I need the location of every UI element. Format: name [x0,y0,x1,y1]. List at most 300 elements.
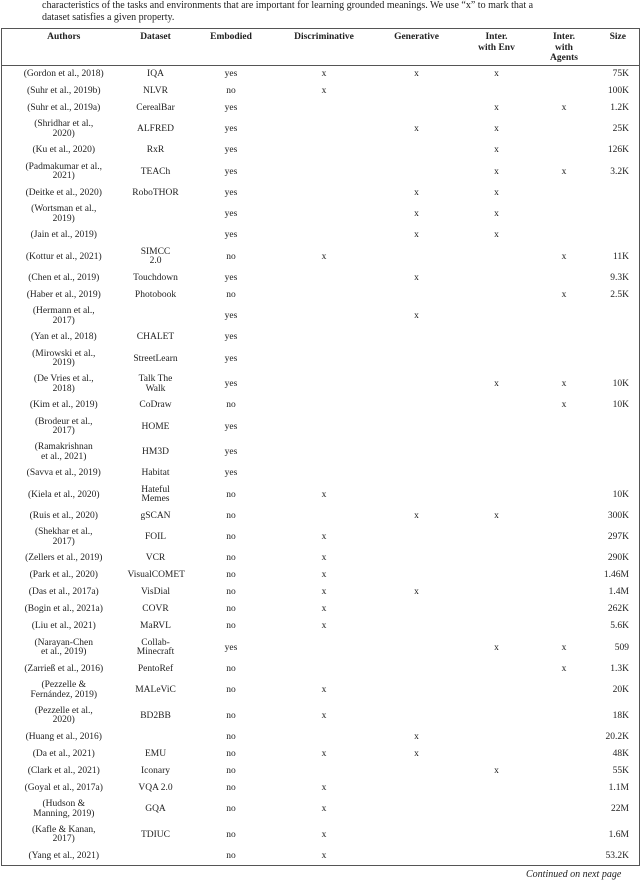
cell-discriminative: x [321,748,327,759]
cell-size: 22M [611,804,629,814]
caption-line-2: dataset satisfies a given property. [42,12,175,23]
cell-discriminative [277,729,372,746]
cell-discriminative: x [321,685,327,695]
table-row [2,287,640,304]
cell-size: 290K [607,553,629,564]
cell-inter-with-env: x [494,68,499,79]
table-body [2,66,640,866]
cell-size: 1.46M [603,570,629,581]
cell-authors: (Zellers et al., 2019) [25,553,103,564]
cell-generative [372,143,462,160]
cell-generative: x [414,272,419,283]
cell-authors: (Clark et al., 2021) [27,765,100,776]
cell-size: 126K [607,145,629,156]
cell-dataset: Habitat [141,468,170,479]
cell-embodied: yes [224,272,238,283]
cell-dataset: HM3D [142,447,169,457]
cell-embodied: yes [224,353,238,364]
cell-embodied: yes [224,68,238,79]
cell-inter-with-env [462,797,532,823]
cell-inter-with-agents [532,202,597,228]
cell-discriminative: x [321,804,327,814]
cell-authors: (Ku et al., 2020) [32,145,96,156]
header-inter-with-agents: Inter. with Agents [532,29,597,66]
cell-inter-with-agents [532,347,597,373]
cell-inter-with-agents [532,763,597,780]
cell-discriminative [277,763,372,780]
cell-inter-with-agents [532,508,597,525]
cell-inter-with-env: x [494,102,499,113]
cell-inter-with-env [462,661,532,678]
cell-inter-with-env [462,551,532,568]
cell-embodied: yes [224,230,238,241]
table-row [2,585,640,602]
cell-size [597,330,640,347]
table-row [2,797,640,823]
cell-size: 5.6K [610,621,629,632]
cell-discriminative [277,661,372,678]
cell-generative [372,823,462,849]
cell-inter-with-env [462,398,532,415]
cell-inter-with-env [462,780,532,797]
cell-size: 9.3K [610,272,629,283]
cell-embodied: yes [224,642,238,653]
cell-discriminative [277,100,372,117]
cell-discriminative [277,372,372,398]
cell-dataset: VisualCOMET [127,570,185,581]
cell-size: 300K [607,510,629,521]
cell-size [597,185,640,202]
cell-authors: (Mirowski et al., 2019) [32,348,96,369]
cell-dataset: IQA [147,68,164,79]
cell-inter-with-agents [532,823,597,849]
cell-discriminative: x [321,553,327,564]
cell-inter-with-env [462,347,532,373]
cell-discriminative: x [321,68,327,79]
table-row [2,848,640,866]
cell-dataset: Collab- Minecraft [136,637,175,658]
cell-authors: (Da et al., 2021) [32,748,95,759]
cell-embodied: no [226,400,236,411]
cell-inter-with-agents [532,440,597,466]
cell-size: 48K [612,748,629,759]
cell-generative: x [414,124,419,134]
cell-inter-with-agents: x [561,379,567,389]
table-row [2,661,640,678]
cell-generative [372,466,462,483]
cell-embodied: yes [224,124,238,134]
cell-authors: (Park et al., 2020) [29,570,98,581]
cell-dataset [126,729,186,746]
cell-generative [372,780,462,797]
cell-embodied: no [226,850,236,861]
cell-authors: (Suhr et al., 2019b) [26,85,101,96]
cell-size: 509 [614,642,629,653]
cell-authors: (Padmakumar et al., 2021) [25,161,102,182]
cell-embodied: no [226,289,236,300]
cell-inter-with-env [462,568,532,585]
cell-inter-with-agents [532,602,597,619]
cell-inter-with-agents [532,729,597,746]
cell-dataset: NLVR [143,85,168,96]
cell-dataset: PentoRef [137,663,174,674]
cell-inter-with-env [462,678,532,704]
cell-inter-with-agents [532,568,597,585]
cell-generative [372,415,462,441]
cell-generative [372,483,462,509]
cell-generative: x [414,311,419,321]
table-row [2,398,640,415]
cell-generative [372,287,462,304]
cell-dataset: CoDraw [139,400,172,411]
cell-embodied: no [226,553,236,564]
cell-authors: (De Vries et al., 2018) [33,374,94,394]
cell-dataset: gSCAN [140,510,171,521]
cell-generative [372,551,462,568]
cell-embodied: yes [224,102,238,113]
cell-inter-with-env: x [494,379,499,389]
table-row [2,83,640,100]
cell-discriminative: x [321,621,327,632]
cell-size: 1.4M [608,587,629,598]
cell-inter-with-agents [532,143,597,160]
cell-dataset [126,202,186,228]
cell-embodied: no [226,829,236,840]
cell-inter-with-agents: x [561,251,567,262]
cell-inter-with-agents [532,117,597,143]
cell-authors: (Hermann et al., 2017) [32,306,95,326]
cell-inter-with-agents [532,228,597,245]
cell-inter-with-agents [532,704,597,730]
cell-inter-with-agents [532,525,597,551]
cell-inter-with-agents: x [561,400,567,411]
cell-generative: x [414,510,419,521]
cell-discriminative [277,466,372,483]
header-authors: Authors [2,29,126,66]
cell-generative [372,160,462,186]
cell-size: 1.2K [610,102,629,113]
table-row [2,729,640,746]
cell-size: 1.6M [608,829,629,840]
cell-discriminative [277,202,372,228]
table-row [2,270,640,287]
cell-dataset: FOIL [144,532,167,542]
table-row [2,245,640,271]
cell-discriminative [277,185,372,202]
cell-dataset: VQA 2.0 [138,782,173,793]
cell-authors: (Liu et al., 2021) [31,621,96,632]
cell-authors: (Brodeur et al., 2017) [34,416,93,437]
cell-size: 55K [612,765,629,776]
cell-discriminative [277,330,372,347]
cell-generative [372,568,462,585]
cell-authors: (Ruis et al., 2020) [29,510,98,521]
cell-inter-with-agents [532,619,597,636]
cell-embodied: no [226,510,236,521]
cell-inter-with-agents [532,797,597,823]
cell-generative [372,848,462,866]
cell-size: 53.2K [605,850,629,861]
cell-embodied: no [226,804,236,814]
table-row [2,466,640,483]
cell-discriminative: x [321,604,327,615]
cell-inter-with-env [462,415,532,441]
cell-authors: (Das et al., 2017a) [28,587,99,598]
cell-dataset: Photobook [134,289,177,300]
cell-embodied: yes [224,209,238,219]
cell-discriminative [277,440,372,466]
cell-discriminative: x [321,532,327,542]
cell-inter-with-env [462,483,532,509]
cell-inter-with-env [462,440,532,466]
cell-dataset: MALeViC [135,685,176,695]
cell-inter-with-env: x [494,230,499,241]
cell-authors: (Kiela et al., 2020) [28,489,100,500]
cell-authors: (Yan et al., 2018) [30,332,97,343]
table-row [2,746,640,763]
cell-generative: x [414,731,419,742]
cell-discriminative: x [321,850,327,861]
cell-inter-with-agents [532,330,597,347]
cell-inter-with-env: x [494,642,499,653]
cell-size: 10K [612,400,629,411]
cell-generative [372,398,462,415]
cell-discriminative [277,270,372,287]
cell-inter-with-env [462,270,532,287]
cell-embodied: yes [224,187,238,198]
cell-inter-with-env [462,287,532,304]
cell-inter-with-agents: x [561,102,567,113]
cell-generative [372,797,462,823]
cell-embodied: yes [224,379,238,389]
cell-size: 100K [607,85,629,96]
cell-inter-with-env [462,704,532,730]
cell-authors: (Suhr et al., 2019a) [27,102,101,113]
cell-discriminative [277,143,372,160]
cell-discriminative [277,636,372,662]
cell-dataset: TEACh [140,166,171,177]
table-row [2,636,640,662]
cell-generative [372,661,462,678]
cell-authors: (Bogin et al., 2021a) [24,604,103,615]
table-caption [42,0,638,24]
cell-authors: (Kottur et al., 2021) [25,251,102,262]
cell-discriminative [277,304,372,330]
header-discriminative: Discriminative [277,29,372,66]
caption-line-1: characteristics of the tasks and environments that are important for learning grounded meanings. We use “x” to mark that a [42,0,534,11]
cell-inter-with-agents [532,848,597,866]
cell-generative [372,83,462,100]
cell-inter-with-agents [532,483,597,509]
table-row [2,330,640,347]
continued-note: Continued on next page [526,869,622,880]
cell-size [597,347,640,373]
cell-inter-with-env [462,848,532,866]
cell-dataset: RoboTHOR [132,187,179,198]
cell-embodied: no [226,748,236,759]
table-row [2,483,640,509]
cell-dataset: CHALET [136,332,175,343]
table-row [2,602,640,619]
cell-size [597,202,640,228]
cell-inter-with-env [462,619,532,636]
cell-authors: (Yang et al., 2021) [28,850,100,861]
cell-embodied: yes [224,145,238,156]
cell-inter-with-agents: x [561,642,567,653]
cell-dataset: VCR [145,553,166,564]
cell-authors: (Pezzelle et al., 2020) [34,705,93,726]
table-row [2,160,640,186]
cell-dataset: RxR [146,145,165,156]
cell-inter-with-env [462,729,532,746]
cell-discriminative [277,508,372,525]
cell-discriminative [277,415,372,441]
cell-inter-with-env [462,330,532,347]
cell-authors: (Haber et al., 2019) [26,289,101,300]
cell-inter-with-agents [532,66,597,84]
cell-inter-with-agents [532,304,597,330]
table-row [2,117,640,143]
cell-inter-with-agents: x [561,289,567,300]
cell-discriminative: x [321,489,327,500]
table-row [2,440,640,466]
cell-authors: (Pezzelle & Fernández, 2019) [30,680,97,700]
cell-authors: (Savva et al., 2019) [26,468,101,479]
cell-inter-with-env: x [494,166,499,177]
cell-generative [372,372,462,398]
cell-inter-with-agents [532,551,597,568]
cell-dataset: EMU [144,748,167,759]
cell-authors: (Deitke et al., 2020) [25,187,102,198]
cell-discriminative: x [321,829,327,840]
cell-generative: x [414,748,419,759]
cell-embodied: yes [224,332,238,343]
cell-dataset: HOME [141,421,170,432]
cell-generative [372,678,462,704]
cell-generative [372,636,462,662]
cell-embodied: no [226,532,236,542]
cell-embodied: no [226,621,236,632]
cell-dataset: Touchdown [133,272,178,283]
cell-inter-with-env [462,746,532,763]
table-row [2,551,640,568]
cell-embodied: no [226,710,236,721]
table-row [2,66,640,84]
cell-inter-with-env [462,602,532,619]
header-generative: Generative [372,29,462,66]
cell-inter-with-agents [532,185,597,202]
cell-embodied: yes [224,447,238,457]
table-row [2,704,640,730]
header-dataset: Dataset [126,29,186,66]
cell-discriminative: x [321,570,327,581]
cell-authors: (Shekhar et al., 2017) [34,527,93,547]
cell-inter-with-env: x [494,187,499,198]
cell-size: 1.3K [610,663,629,674]
cell-dataset: Talk The Walk [138,374,173,394]
cell-generative: x [414,209,419,219]
cell-size: 75K [612,68,629,79]
table-row [2,304,640,330]
table-header-row [2,29,640,66]
cell-generative: x [414,230,419,241]
table-row [2,228,640,245]
cell-size: 10K [612,489,629,500]
table-row [2,143,640,160]
cell-embodied: no [226,251,236,262]
cell-inter-with-env: x [494,209,499,219]
cell-inter-with-env [462,304,532,330]
cell-dataset: Iconary [140,765,170,776]
cell-discriminative [277,347,372,373]
cell-size: 20K [612,685,629,695]
cell-generative: x [414,587,419,598]
cell-size [597,415,640,441]
cell-embodied: no [226,765,236,776]
cell-dataset: BD2BB [140,710,171,721]
cell-size: 10K [612,379,629,389]
cell-discriminative: x [321,251,327,262]
cell-authors: (Zarrieß et al., 2016) [24,663,104,674]
cell-inter-with-agents [532,466,597,483]
cell-discriminative [277,228,372,245]
cell-embodied: no [226,685,236,695]
cell-inter-with-agents: x [561,663,567,674]
cell-dataset [126,848,186,866]
table-row [2,372,640,398]
cell-inter-with-agents [532,746,597,763]
cell-dataset: StreetLearn [133,353,178,364]
table-row [2,678,640,704]
table-row [2,347,640,373]
cell-dataset: MaRVL [140,621,171,632]
cell-dataset: Hateful Memes [141,484,170,505]
cell-generative [372,330,462,347]
cell-generative: x [414,187,419,198]
cell-embodied: no [226,570,236,581]
cell-inter-with-env [462,585,532,602]
table-row [2,100,640,117]
cell-size: 262K [607,604,629,615]
cell-embodied: no [226,489,236,500]
table-row [2,525,640,551]
cell-discriminative: x [321,85,327,96]
cell-inter-with-env: x [494,765,499,776]
cell-discriminative: x [321,587,327,598]
cell-authors: (Wortsman et al., 2019) [31,204,97,224]
cell-embodied: no [226,782,236,793]
cell-embodied: no [226,604,236,615]
cell-generative [372,100,462,117]
table-row [2,568,640,585]
cell-authors: (Goyal et al., 2017a) [24,782,103,793]
cell-dataset: CerealBar [136,102,175,113]
cell-authors: (Huang et al., 2016) [25,731,102,742]
cell-generative [372,347,462,373]
cell-inter-with-env [462,83,532,100]
table-row [2,202,640,228]
cell-dataset: COVR [142,604,169,615]
table-row [2,763,640,780]
cell-discriminative [277,117,372,143]
table-row [2,780,640,797]
table-row [2,619,640,636]
cell-generative [372,245,462,271]
cell-size [597,440,640,466]
cell-embodied: yes [224,166,238,177]
cell-size [597,466,640,483]
cell-discriminative [277,160,372,186]
